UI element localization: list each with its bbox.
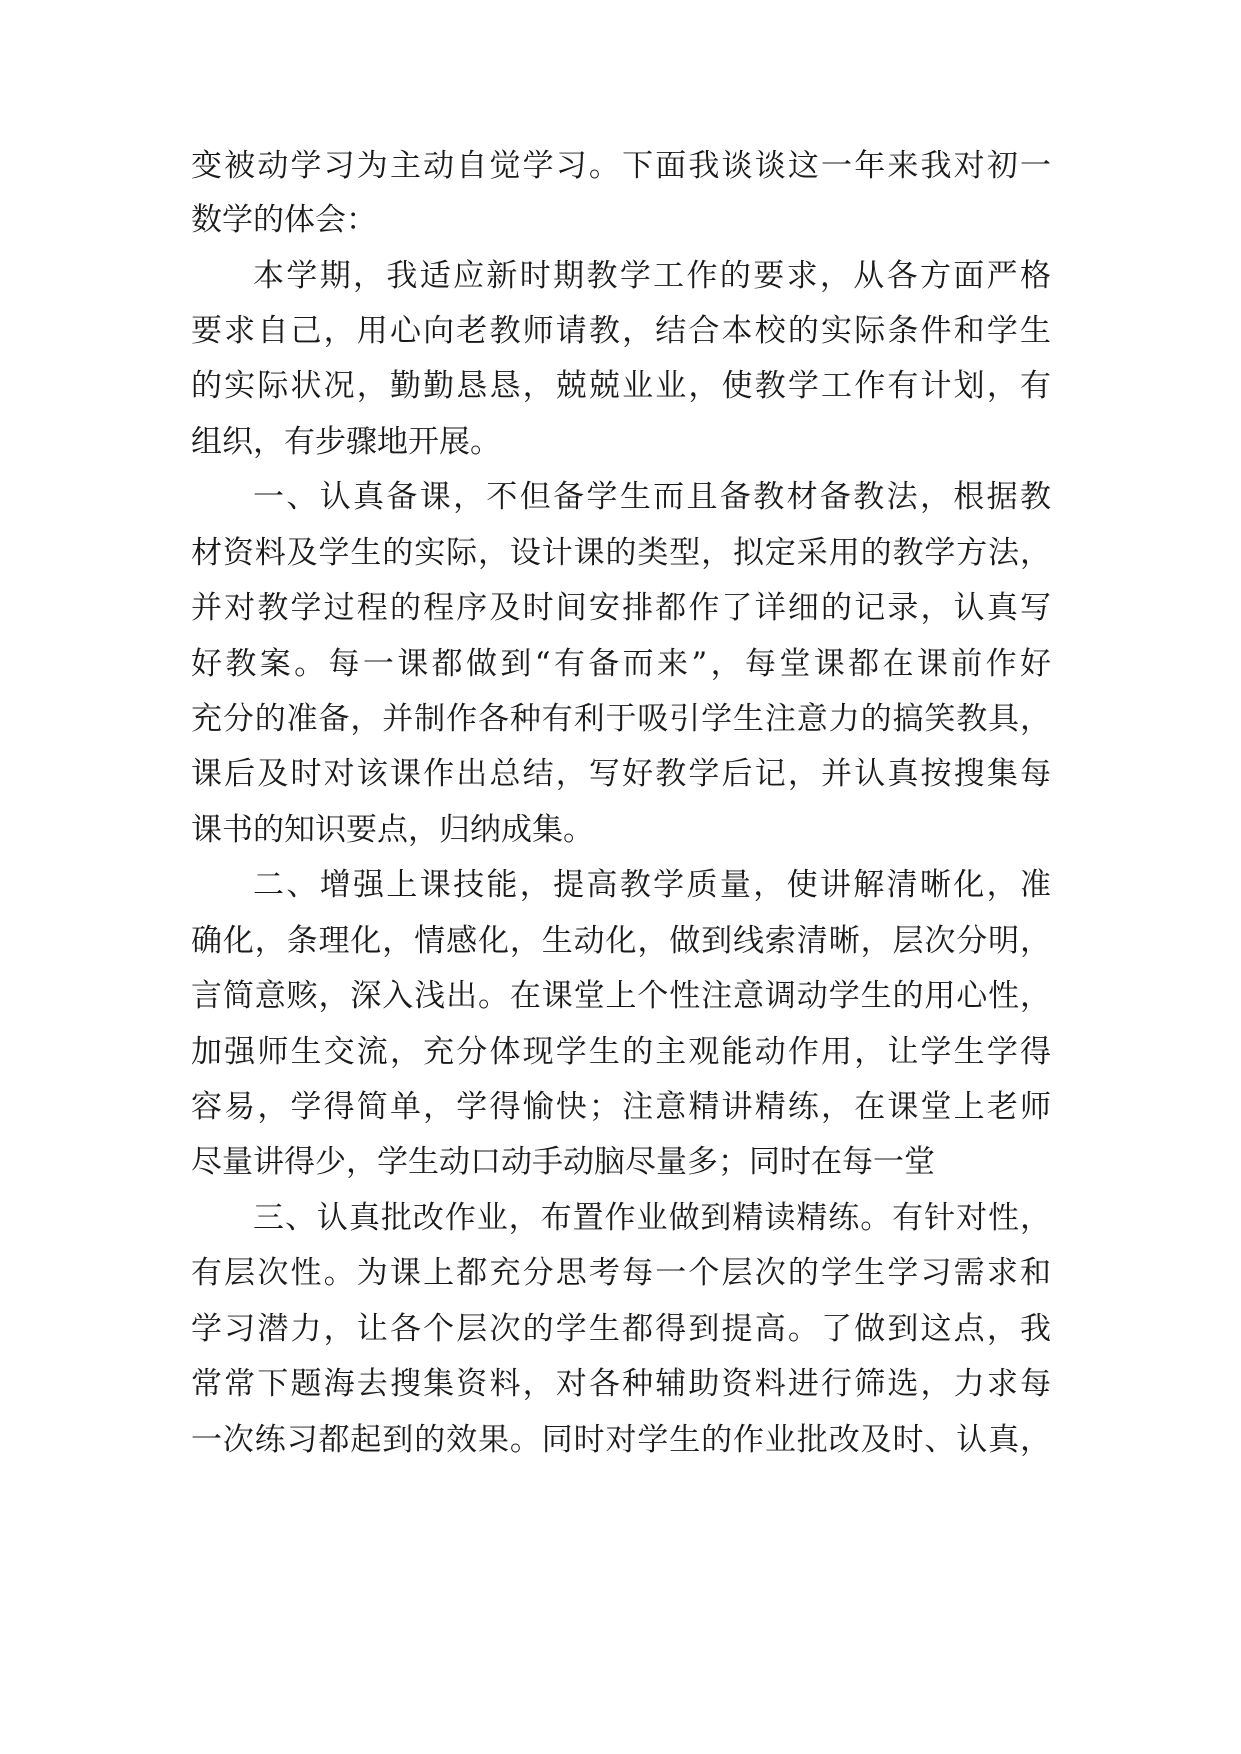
text-line: 课后及时对该课作出总结，写好教学后记，并认真按搜集每 bbox=[191, 756, 1051, 792]
text-line: 充分的准备，并制作各种有利于吸引学生注意力的搞笑教具， bbox=[191, 701, 1051, 737]
text-line: 加强师生交流，充分体现学生的主观能动作用，让学生学得 bbox=[191, 1034, 1051, 1070]
text-line: 并对教学过程的程序及时间安排都作了详细的记录，认真写 bbox=[191, 590, 1051, 626]
text-line: 的实际状况，勤勤恳恳，兢兢业业，使教学工作有计划，有 bbox=[191, 368, 1051, 404]
text-line: 容易，学得简单，学得愉快；注意精讲精练，在课堂上老师 bbox=[191, 1089, 1051, 1125]
text-line: 确化，条理化，情感化，生动化，做到线索清晰，层次分明， bbox=[191, 923, 1051, 959]
text-line: 组织，有步骤地开展。 bbox=[191, 424, 501, 460]
text-line: 常常下题海去搜集资料，对各种辅助资料进行筛选，力求每 bbox=[191, 1366, 1051, 1402]
text-line: 变被动学习为主动自觉学习。下面我谈谈这一年来我对初一 bbox=[191, 148, 1051, 184]
text-line: 二、增强上课技能，提高教学质量，使讲解清晰化，准 bbox=[253, 867, 1051, 903]
text-line: 有层次性。为课上都充分思考每一个层次的学生学习需求和 bbox=[191, 1255, 1051, 1291]
text-line: 材资料及学生的实际，设计课的类型，拟定采用的教学方法， bbox=[191, 535, 1051, 571]
text-line: 要求自己，用心向老教师请教，结合本校的实际条件和学生 bbox=[191, 313, 1051, 349]
text-line: 尽量讲得少，学生动口动手动脑尽量多；同时在每一堂 bbox=[191, 1144, 935, 1180]
text-line: 一次练习都起到的效果。同时对学生的作业批改及时、认真， bbox=[191, 1422, 1051, 1458]
text-line: 课书的知识要点，归纳成集。 bbox=[191, 812, 594, 848]
text-line: 数学的体会： bbox=[191, 202, 377, 238]
text-line: 好教案。每一课都做到“有备而来”，每堂课都在课前作好 bbox=[191, 646, 1051, 682]
text-line: 学习潜力，让各个层次的学生都得到提高。了做到这点，我 bbox=[191, 1311, 1051, 1347]
text-line: 本学期，我适应新时期教学工作的要求，从各方面严格 bbox=[253, 258, 1051, 294]
text-line: 言简意赅，深入浅出。在课堂上个性注意调动学生的用心性， bbox=[191, 978, 1051, 1014]
text-line: 三、认真批改作业，布置作业做到精读精练。有针对性， bbox=[253, 1200, 1051, 1236]
text-line: 一、认真备课，不但备学生而且备教材备教法，根据教 bbox=[253, 479, 1051, 515]
